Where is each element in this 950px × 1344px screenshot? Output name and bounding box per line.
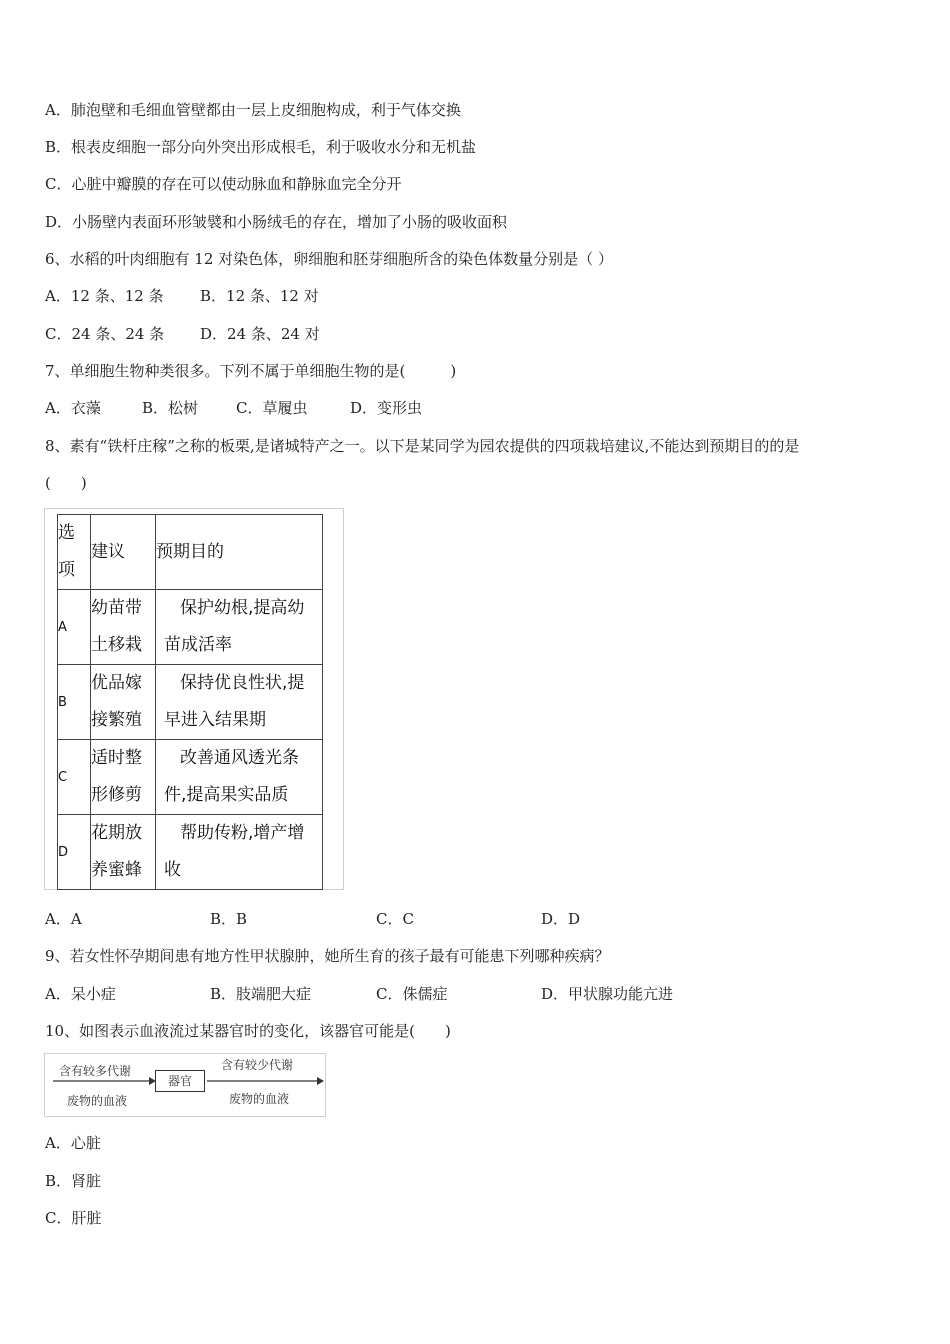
q8-table (57, 514, 323, 890)
q9-option-d: D．甲状腺功能亢进 (541, 985, 674, 1003)
header-option-char2: 项 (58, 560, 75, 580)
q10-option-a: A．心脏 (45, 1134, 101, 1152)
q7-option-b: B．松树 (142, 399, 199, 417)
flow-left-top: 含有较多代谢 (59, 1064, 132, 1078)
row-suggestion: 适时整 形修剪 (91, 740, 156, 815)
header-option-char1: 选 (58, 523, 75, 543)
row-suggestion: 花期放 养蜜蜂 (91, 815, 156, 890)
row-purpose: 保护幼根,提高幼 苗成活率 (156, 590, 323, 665)
q8-option-b: B．B (210, 910, 248, 928)
q10-option-b: B．肾脏 (45, 1172, 102, 1190)
q8-table-figure (44, 508, 344, 890)
q8-option-a: A．A (45, 910, 82, 928)
row-suggestion: 幼苗带 土移栽 (91, 590, 156, 665)
row-purpose: 保持优良性状,提 早进入结果期 (156, 665, 323, 740)
row-key: C (58, 740, 91, 815)
q10-option-c: C．肝脏 (45, 1209, 102, 1227)
row-key: B (58, 665, 91, 740)
q5-option-d: D．小肠壁内表面环形皱襞和小肠绒毛的存在，增加了小肠的吸收面积 (45, 213, 508, 231)
row-suggestion: 优品嫁 接繁殖 (91, 665, 156, 740)
q6-option-c: C．24 条、24 条 (45, 325, 165, 343)
q7-option-c: C．草履虫 (236, 399, 308, 417)
row-key: D (58, 815, 91, 890)
q8-option-c: C．C (376, 910, 414, 928)
q9-option-c: C．侏儒症 (376, 985, 448, 1003)
table-header-suggestion: 建议 (91, 515, 156, 590)
table-header-row (58, 515, 323, 590)
row-purpose: 帮助传粉,增产增 收 (156, 815, 323, 890)
q10-flow-diagram (44, 1053, 326, 1117)
q9-option-b: B．肢端肥大症 (210, 985, 312, 1003)
table-row (58, 815, 323, 890)
row-key: A (58, 590, 91, 665)
q8-paren: ( ) (45, 474, 87, 492)
flow-right-bottom: 废物的血液 (229, 1092, 290, 1106)
q8-option-d: D．D (541, 910, 581, 928)
table-header-purpose: 预期目的 (156, 515, 323, 590)
q7-option-a: A．衣藻 (45, 399, 101, 417)
right-arrow-head (317, 1077, 324, 1085)
q7-option-d: D．变形虫 (350, 399, 423, 417)
q5-option-a: A．肺泡壁和毛细血管壁都由一层上皮细胞构成，利于气体交换 (45, 101, 461, 119)
q6-option-a: A．12 条、12 条 (45, 287, 164, 305)
q6-option-d: D．24 条、24 对 (200, 325, 320, 343)
table-row (58, 740, 323, 815)
row-purpose: 改善通风透光条 件,提高果实品质 (156, 740, 323, 815)
flow-right-top: 含有较少代谢 (221, 1058, 294, 1072)
q5-option-c: C．心脏中瓣膜的存在可以使动脉血和静脉血完全分开 (45, 175, 402, 193)
flow-organ-box: 器官 (155, 1070, 205, 1092)
flow-left-bottom: 废物的血液 (67, 1094, 128, 1108)
q9-option-a: A．呆小症 (45, 985, 116, 1003)
q7-stem: 7、单细胞生物种类很多。下列不属于单细胞生物的是( ) (45, 362, 457, 380)
q9-stem: 9、若女性怀孕期间患有地方性甲状腺肿，她所生育的孩子最有可能患下列哪种疾病？ (45, 947, 610, 965)
table-row (58, 665, 323, 740)
q8-stem: 8、素有“铁杆庄稼”之称的板栗,是诸城特产之一。以下是某同学为园农提供的四项栽培建议,不能达到预期目的的是 (45, 437, 800, 455)
q5-option-b: B．根表皮细胞一部分向外突出形成根毛，利于吸收水分和无机盐 (45, 138, 477, 156)
table-header-option (58, 515, 91, 590)
q10-stem: 10、如图表示血液流过某器官时的变化，该器官可能是( ) (45, 1022, 451, 1040)
table-row (58, 590, 323, 665)
q6-stem: 6、水稻的叶肉细胞有 12 对染色体，卵细胞和胚芽细胞所含的染色体数量分别是（ ） (45, 250, 613, 268)
q6-option-b: B．12 条、12 对 (200, 287, 319, 305)
